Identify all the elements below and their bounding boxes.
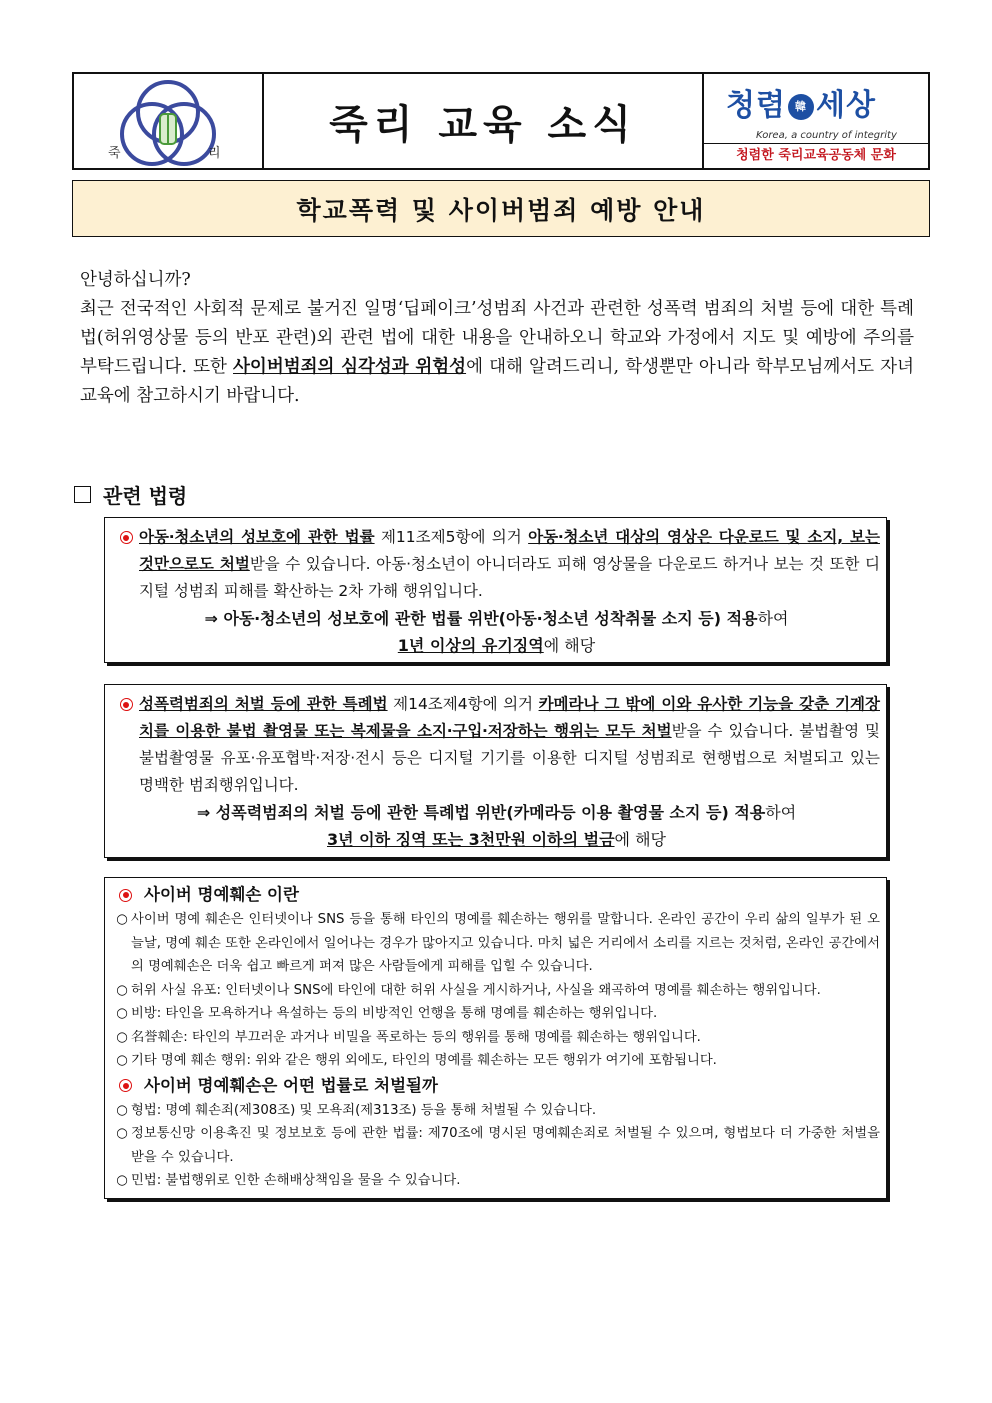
integrity-brand xyxy=(704,74,928,168)
brand-logo xyxy=(726,80,876,124)
radio-bullet-icon xyxy=(120,531,133,544)
conclusion-tail: 하여 xyxy=(765,803,797,822)
page-title: 죽리 교육 소식 xyxy=(264,74,704,168)
list-item-text: 허위 사실 유포: 인터넷이나 SNS에 타인에 대한 허위 사실을 게시하거나, 사실을 왜곡하여 명예를 훼손하는 행위입니다. xyxy=(131,982,821,998)
law-text-1: 제14조제4항에 의거 xyxy=(387,695,539,713)
conclusion-text: ⇒ 성폭력범죄의 처벌 등에 관한 특례법 위반(카메라등 이용 촬영물 소지 등) 적용 xyxy=(196,803,766,822)
penalty-tail: 에 해당 xyxy=(614,830,666,849)
radio-bullet-icon xyxy=(120,698,133,711)
law-name: 아동‧청소년의 성보호에 관한 법률 xyxy=(139,528,375,546)
circle-bullet-icon: ○ xyxy=(116,1126,128,1141)
law-text-2: 받을 수 있습니다. 아동‧청소년이 아니더라도 피해 영상물을 다운로드 하거나 보는 것 또한 디지털 성범죄 피해를 확산하는 2차 가해 행위입니다. xyxy=(139,555,880,600)
law-item xyxy=(113,524,880,605)
law-text-1: 제11조제5항에 의거 xyxy=(374,528,529,546)
section-title: 관련 법령 xyxy=(103,484,188,508)
punishment-heading xyxy=(113,1073,880,1099)
law-box-sexual-violence xyxy=(104,684,887,858)
law-name: 성폭력범죄의 처벌 등에 관한 특례법 xyxy=(139,695,388,713)
list-item xyxy=(113,1169,880,1193)
list-item xyxy=(113,1122,880,1169)
defamation-heading xyxy=(113,882,880,908)
heading-text: 사이버 명예훼손은 어떤 법률로 처벌될까 xyxy=(144,1075,438,1095)
intro-body xyxy=(80,295,914,411)
law-text-2: 받을 수 있습니다. 불법촬영 및 불법촬영물 유포‧유포협박‧저장‧전시 등은 디지털 기기를 이용한 디지털 성범죄로 현행법으로 처벌되고 있는 명백한 범죄행위입니다. xyxy=(139,722,881,794)
circle-bullet-icon: ○ xyxy=(116,1102,128,1118)
circle-bullet-icon: ○ xyxy=(116,912,128,927)
radio-bullet-icon xyxy=(119,889,132,902)
intro-body-1: 최근 전국적인 사회적 문제로 불거진 일명‘딥페이크’성범죄 사건과 관련한 성폭력 범죄의 처벌 등에 대한 특례법(허위영상물 등의 반포 관련)외 관련 법에 대한 내용을 안내하오니 학교와 가정에서 지도 및 예방에 주의를 부탁드립니다. 또한 xyxy=(80,299,914,377)
penalty-tail: 에 해당 xyxy=(543,636,596,655)
circle-bullet-icon: ○ xyxy=(116,1173,128,1188)
cyber-defamation-box xyxy=(104,877,887,1199)
subtitle-banner: 학교폭력 및 사이버범죄 예방 안내 xyxy=(72,180,930,237)
brand-english: Korea, a country of integrity xyxy=(756,130,897,141)
list-item-text: 사이버 명예 훼손은 인터넷이나 SNS 등을 통해 타인의 명예를 훼손하는 행위를 말합니다. 온라인 공간이 우리 삶의 일부가 된 오늘날, 명예 훼손 또한 온라인에서 일어나는 경우가 많아지고 있습니다. 마치 넓은 거리에서 소리를 지르는 것처럼, 온라인 공간에서의 명예훼손은 더욱 쉽고 빠르게 퍼져 많은 사람들에게 피해를 입힐 수 있습니다. xyxy=(131,912,880,974)
list-item xyxy=(113,908,880,979)
school-logo xyxy=(74,74,264,168)
list-item-text: 형법: 명예 훼손죄(제308조) 및 모욕죄(제313조) 등을 통해 처벌될 수 있습니다. xyxy=(131,1102,597,1118)
logo-char-right: 리 xyxy=(208,146,221,161)
conclusion-text: ⇒ 아동‧청소년의 성보호에 관한 법률 위반(아동‧청소년 성착취물 소지 등) 적용 xyxy=(204,609,758,628)
section-heading xyxy=(74,480,187,509)
intro-highlight: 사이버범죄의 심각성과 위험성 xyxy=(233,357,467,377)
intro-body-2: 에 대해 알려드리니, 학생뿐만 아니라 학부모님께서도 자녀 교육에 참고하시기 바랍니다. xyxy=(80,357,914,406)
law-item xyxy=(113,691,880,799)
circle-bullet-icon: ○ xyxy=(116,1029,128,1045)
list-item-text: 名誉훼손: 타인의 부끄러운 과거나 비밀을 폭로하는 등의 행위를 통해 명예를 훼손하는 행위입니다. xyxy=(131,1029,701,1045)
penalty-text: 3년 이하 징역 또는 3천만원 이하의 벌금 xyxy=(327,830,615,849)
circle-bullet-icon: ○ xyxy=(116,1006,128,1021)
law-penalty xyxy=(113,632,880,659)
law-box-child-protection xyxy=(104,517,887,663)
brand-left: 청렴 xyxy=(726,88,786,123)
header-table xyxy=(72,72,930,170)
greeting: 안녕하십니까? xyxy=(80,270,191,290)
law-key-point: 아동‧청소년 대상의 영상은 다운로드 및 소지, 보는 것만으로도 처벌 xyxy=(139,528,880,573)
law-conclusion xyxy=(113,799,880,826)
circle-bullet-icon: ○ xyxy=(116,1053,128,1068)
list-item xyxy=(113,1026,880,1050)
list-item-text: 기타 명예 훼손 행위: 위와 같은 행위 외에도, 타인의 명예를 훼손하는 모든 행위가 여기에 포함됩니다. xyxy=(131,1053,717,1068)
logo-char-left: 죽 xyxy=(108,146,121,161)
heading-text: 사이버 명예훼손 이란 xyxy=(144,885,299,905)
law-conclusion xyxy=(113,605,880,632)
law-key-point: 카메라나 그 밖에 이와 유사한 기능을 갖춘 기계장치를 이용한 불법 촬영물 또는 복제물을 소지‧구입‧저장하는 행위는 모두 처벌 xyxy=(139,695,880,740)
brand-slogan: 청렴한 죽리교육공동체 문화 xyxy=(704,143,928,168)
law-penalty xyxy=(113,826,880,853)
radio-bullet-icon xyxy=(119,1079,132,1092)
list-item xyxy=(113,1049,880,1073)
list-item xyxy=(113,979,880,1003)
intro-paragraph xyxy=(80,266,914,411)
trinity-emblem-icon xyxy=(74,74,262,168)
list-item-text: 정보통신망 이용촉진 및 정보보호 등에 관한 법률: 제70조에 명시된 명예훼손죄로 처벌될 수 있으며, 형법보다 더 가중한 처벌을 받을 수 있습니다. xyxy=(131,1126,880,1165)
list-item xyxy=(113,1002,880,1026)
list-item-text: 민법: 불법행위로 인한 손해배상책임을 물을 수 있습니다. xyxy=(131,1173,461,1188)
list-item xyxy=(113,1099,880,1123)
list-item-text: 비방: 타인을 모욕하거나 욕설하는 등의 비방적인 언행을 통해 명예를 훼손하는 행위입니다. xyxy=(131,1006,658,1021)
conclusion-tail: 하여 xyxy=(757,609,789,628)
circle-bullet-icon: ○ xyxy=(116,982,128,998)
penalty-text: 1년 이상의 유기징역 xyxy=(397,636,544,655)
brand-right: 세상 xyxy=(815,88,876,123)
checkbox-square-icon xyxy=(74,486,91,503)
brand-mid: 韓 xyxy=(788,94,814,120)
